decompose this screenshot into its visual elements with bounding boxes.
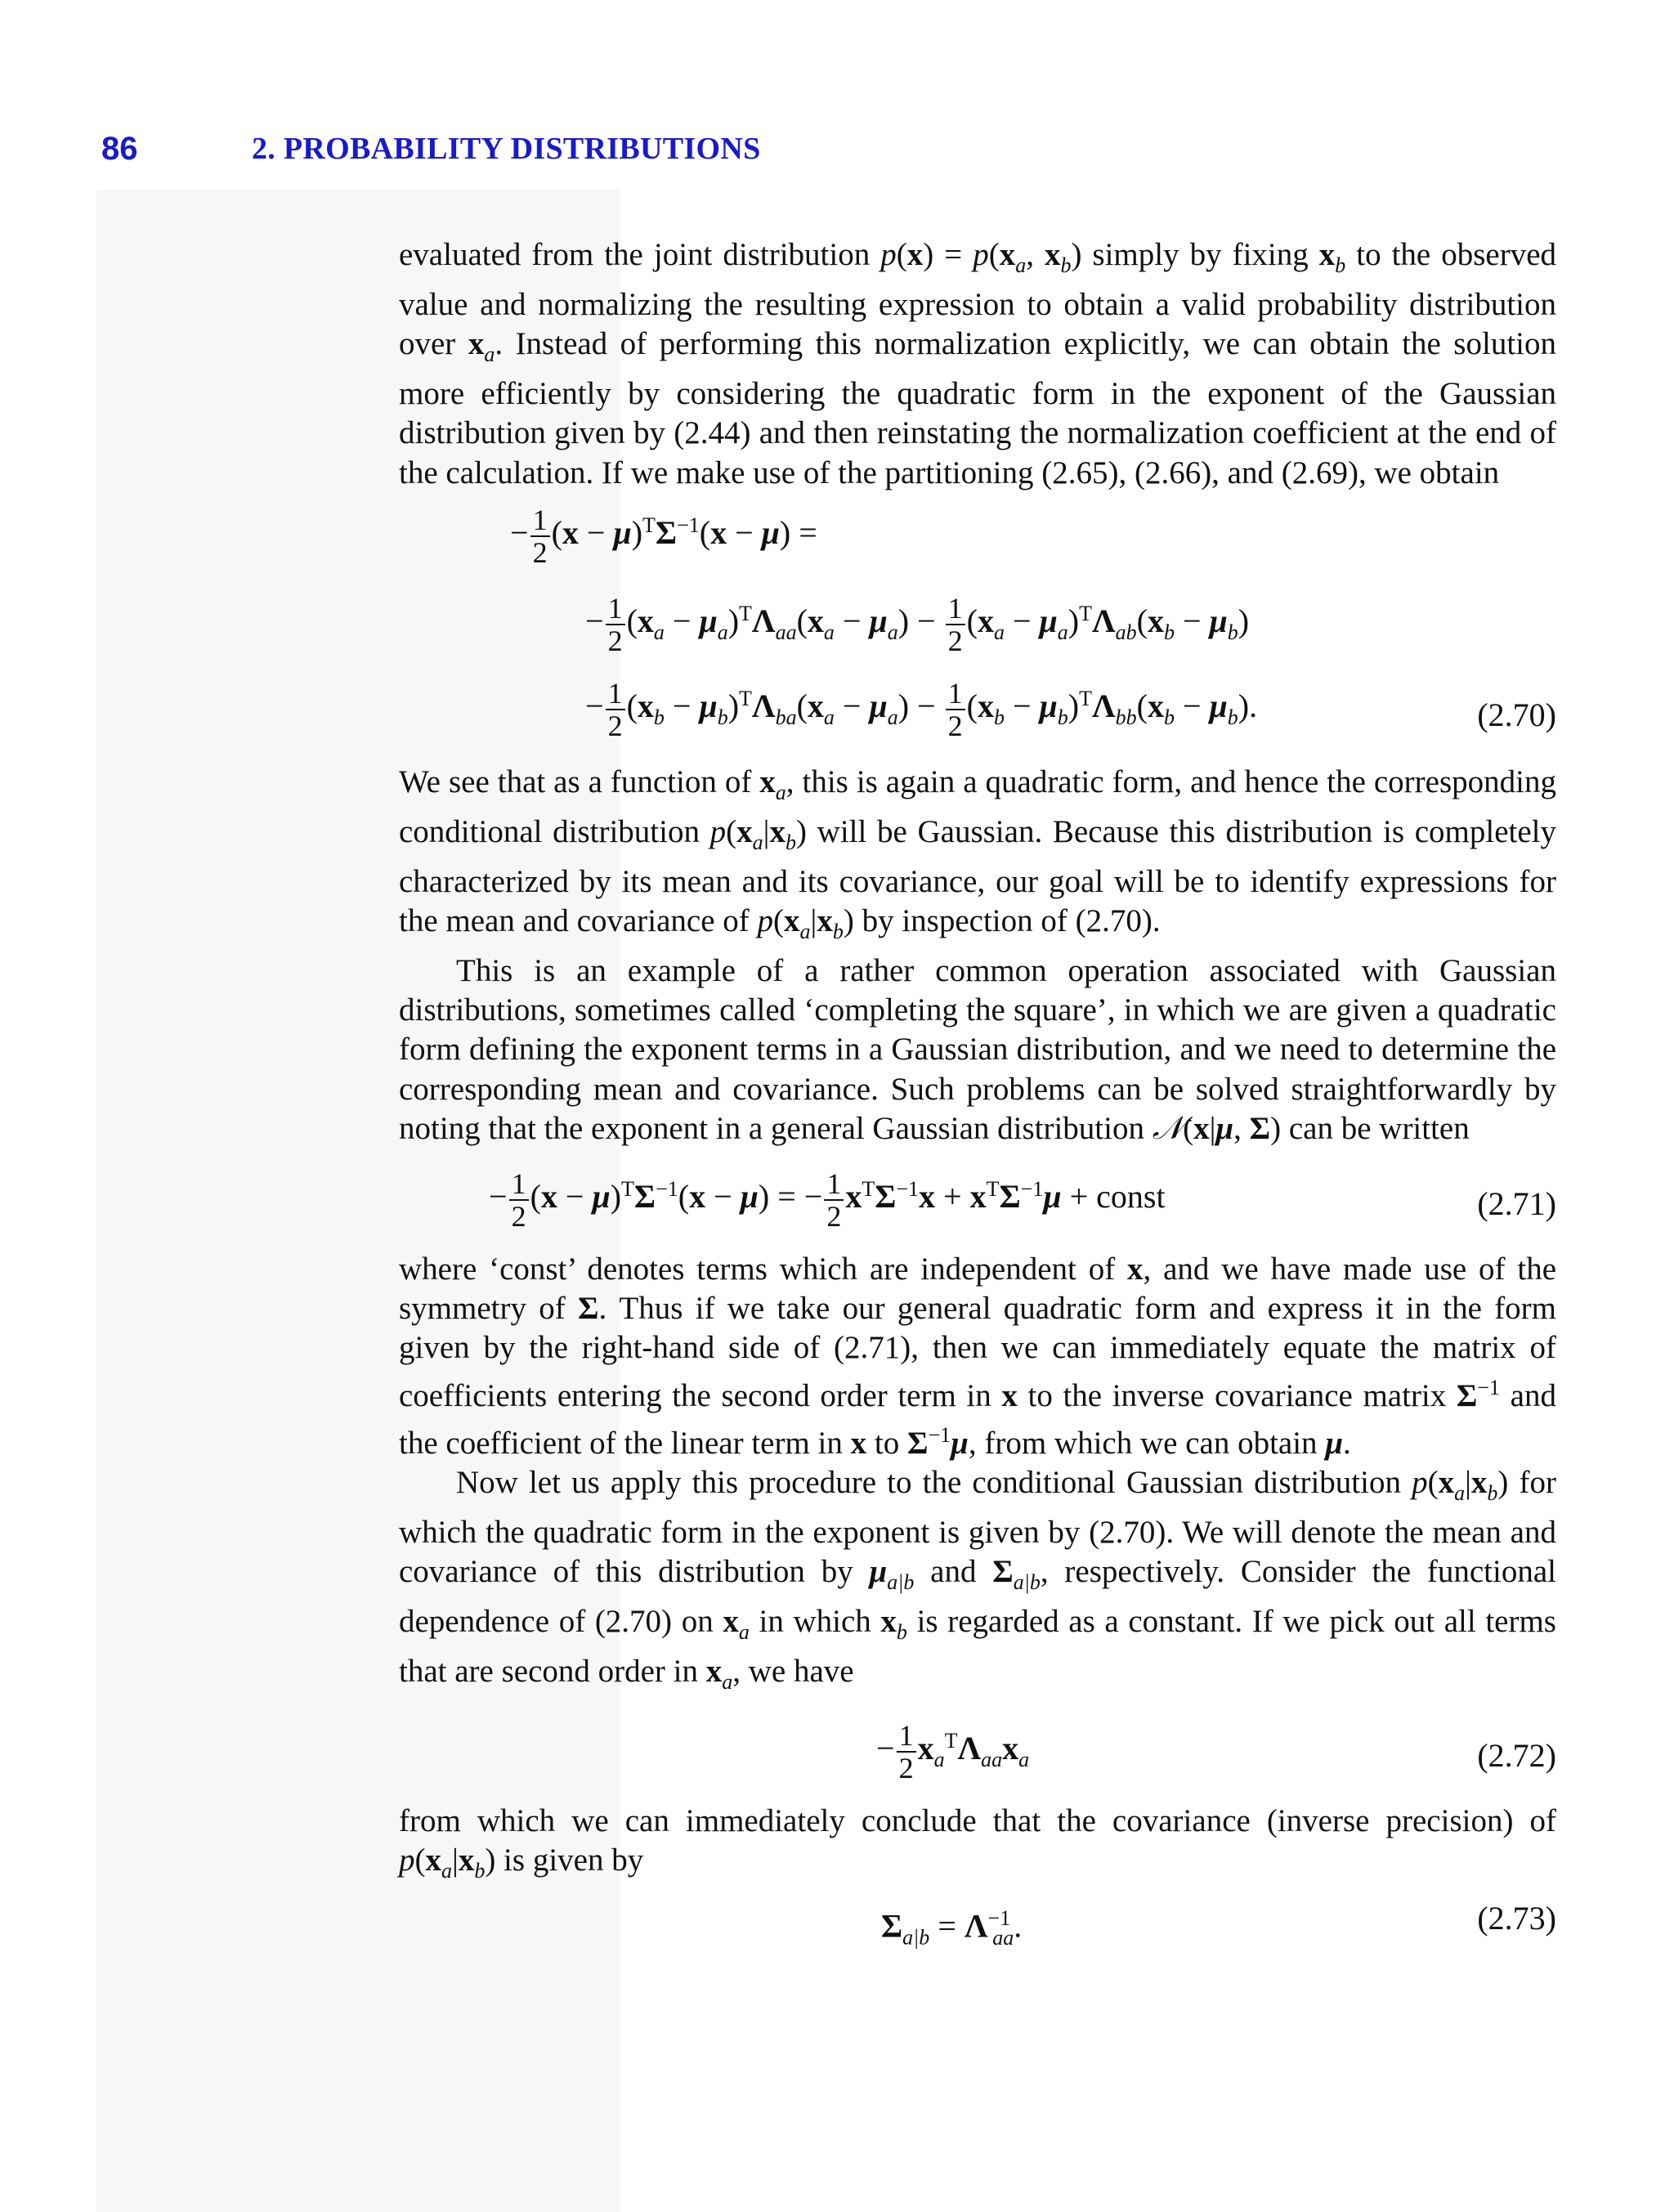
equation-2-73	[399, 1891, 1556, 1950]
paragraph-1: evaluated from the joint distribution $p(x) = p(x_a$, $x_b$) simply by fixing $x_b$ to the observed value and normalizing the resulting expression to obtain a valid probability distribution over $x_a$. Instead of performing this normalization explicitly, we can obtain the solution more efficiently by considering the quadratic form in the exponent of the Gaussian distribution given by (2.44) and then reinstating the normalization coefficient at the end of the calculation. If we make use of the partitioning (2.65), (2.66), and (2.69), we obtain	[399, 237, 1557, 490]
paragraph-5: Now let us apply this procedure to the conditional Gaussian distribution $p(x_a|x_b)$ for which the quadratic form in the exponent is given by (2.70). We will denote the mean and covariance of this distribution by $\mu_{a|b}$ and $\Sigma_{a|b}$, respectively. Consider the functional dependence of (2.70) on $x_a$ in which $x_b$ is regarded as a constant. If we pick out all terms that are second order in $x_a$, we have	[399, 1465, 1556, 1695]
equation-number-2-73: (2.73)	[1477, 1900, 1556, 1937]
running-header	[0, 131, 1674, 172]
equation-2-72-content: − $\frac{1}{2}$ $x_a^T\Lambda_{aa}x_a$	[876, 1719, 1030, 1785]
paragraph-2: We see that as a function of $x_a$, this is again a quadratic form, and hence the corresponding conditional distribution $p(x_a|x_b)$ will be Gaussian. Because this distribution is completely characterized by its mean and its covariance, our goal will be to identify expressions for the mean and covariance of $p(x_a|x_b)$ by inspection of (2.70).	[399, 763, 1556, 943]
equation-2-71-content: − $\frac{1}{2}$ $(x - \mu)^T\Sigma^{-1}(x - \mu)$ = − $\frac{1}{2}$ $x^T\Sigma^{-1}x + x^T\Sigma^{-1}\mu$ + const	[489, 1167, 1166, 1234]
equation-2-70-line-1: − $\frac{1}{2}$ $(x - \mu)^T\Sigma^{-1}(x - \mu)$ =	[510, 503, 817, 569]
paragraph-6: from which we can immediately conclude that the covariance (inverse precision) of $p(x_a|x_b)$ is given by	[399, 1803, 1556, 1883]
equation-2-70-line-3: − $\frac{1}{2}$ $(x_b - \mu_b)^T\Lambda_{ba}(x_a - \mu_a)$ − $\frac{1}{2}$ $(x_b - \mu_b)^T\Lambda_{bb}(x_b - \mu_b)$.	[585, 676, 1258, 742]
page-number: 86	[101, 131, 138, 167]
equation-2-71	[399, 1149, 1556, 1250]
equation-number-2-72: (2.72)	[1477, 1737, 1556, 1775]
equation-number-2-71: (2.71)	[1477, 1185, 1556, 1223]
equation-2-70	[399, 493, 1556, 763]
equation-2-72	[399, 1702, 1556, 1802]
page-body	[399, 235, 1557, 1950]
paragraph-4: where ‘const’ denotes terms which are independent of x, and we have made use of the symmetry of Σ. Thus if we take our general quadratic form and express it in the form given by the right-hand side of (2.71), then we can immediately equate the matrix of coefficients entering the second order term in x to the inverse covariance matrix $\Sigma^{-1}$ and the coefficient of the linear term in x to $\Sigma^{-1}\mu$, from which we can obtain μ.	[399, 1252, 1557, 1461]
paragraph-3: This is an example of a rather common operation associated with Gaussian distributions, sometimes called ‘completing the square’, in which we are given a quadratic form defining the exponent terms in a Gaussian distribution, and we need to determine the corresponding mean and covariance. Such problems can be solved straightforwardly by noting that the exponent in a general Gaussian distribution 𝒩(x|μ, Σ) can be written	[399, 953, 1556, 1146]
equation-2-73-content: $\Sigma_{a|b} = \Lambda^{-1}_{aa}$.	[881, 1906, 1023, 1950]
equation-2-70-line-2: − $\frac{1}{2}$ $(x_a - \mu_a)^T\Lambda_{aa}(x_a - \mu_a)$ − $\frac{1}{2}$ $(x_a - \mu_a)^T\Lambda_{ab}(x_b - \mu_b)$	[585, 591, 1250, 657]
chapter-title: 2. PROBABILITY DISTRIBUTIONS	[252, 132, 761, 166]
equation-number-2-70: (2.70)	[1477, 696, 1556, 733]
